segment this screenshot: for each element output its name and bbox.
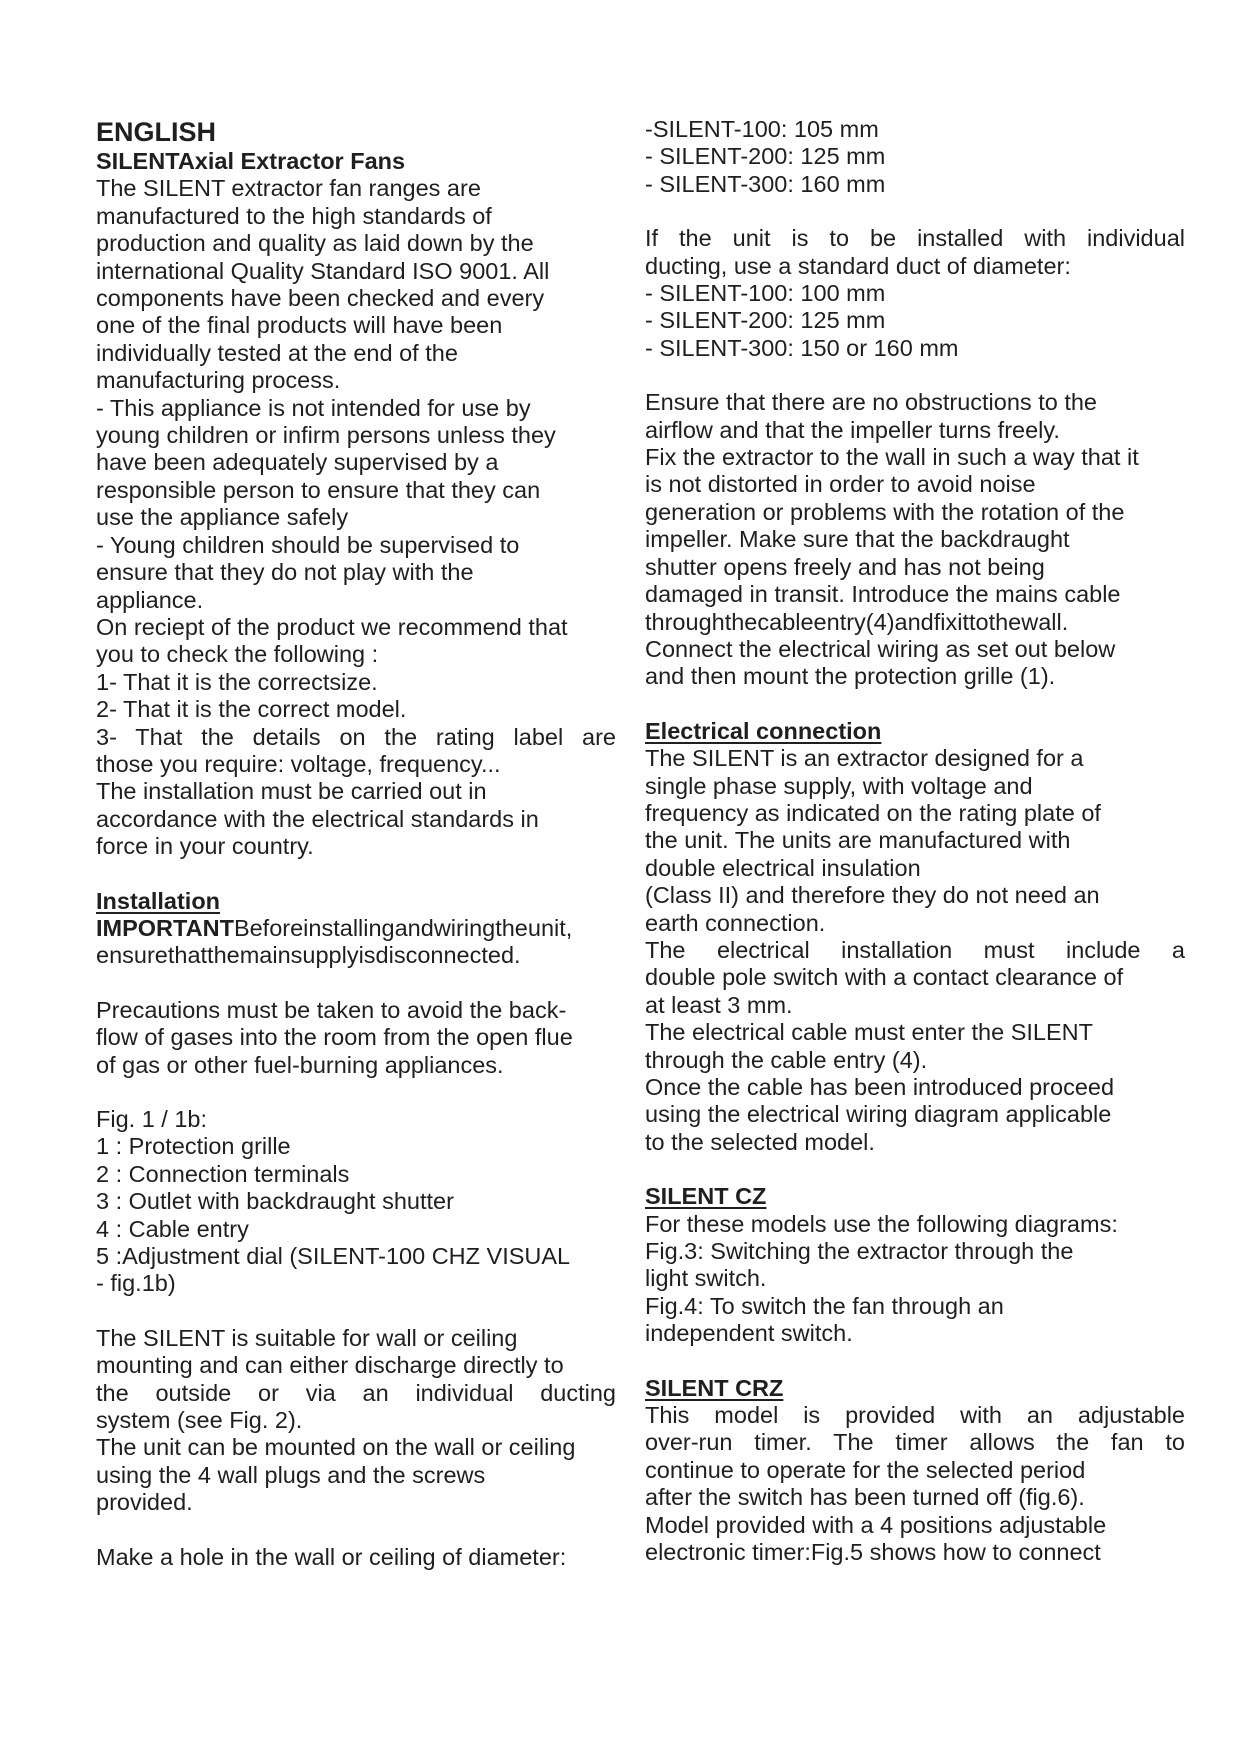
- intro-line: have been adequately supervised by a: [96, 449, 499, 476]
- intro-line: individually tested at the end of the: [96, 339, 458, 366]
- intro-line: components have been checked and every: [96, 285, 545, 312]
- intro-line: The SILENT extractor fan ranges are: [96, 175, 481, 202]
- product-subheading: SILENTAxial Extractor Fans: [96, 148, 406, 174]
- cz-line: Fig.4: To switch the fan through an: [645, 1292, 1004, 1319]
- cz-heading: SILENT CZ: [645, 1183, 767, 1210]
- mounting-line: provided.: [96, 1489, 193, 1516]
- electrical-line: double pole switch with a contact clearance of: [645, 964, 1124, 991]
- electrical-line: The electrical cable must enter the SILENT: [645, 1019, 1094, 1046]
- intro-line: 2- That it is the correct model.: [96, 696, 407, 723]
- duct-line: - SILENT-100: 100 mm: [645, 280, 886, 307]
- intro-line: you to check the following :: [96, 641, 379, 668]
- important-line-2: ensurethatthemainsupplyisdisconnected.: [96, 942, 521, 969]
- electrical-line: frequency as indicated on the rating plate of: [645, 799, 1101, 826]
- cz-line: independent switch.: [645, 1320, 853, 1347]
- electrical-line: through the cable entry (4).: [645, 1046, 928, 1073]
- hole-line: Make a hole in the wall or ceiling of diameter:: [96, 1543, 567, 1570]
- intro-line: production and quality as laid down by the: [96, 230, 534, 257]
- ensure-line: and then mount the protection grille (1).: [645, 663, 1056, 690]
- mounting-line: system (see Fig. 2).: [96, 1407, 303, 1434]
- intro-line: appliance.: [96, 586, 204, 613]
- right-column: [645, 116, 1185, 1567]
- intro-line: one of the final products will have been: [96, 312, 503, 339]
- important-text: Beforeinstallingandwiringtheunit,: [233, 914, 573, 941]
- duct-line: - SILENT-200: 125 mm: [645, 307, 886, 334]
- ensure-line: is not distorted in order to avoid noise: [645, 471, 1036, 498]
- fig-list-item: - fig.1b): [96, 1270, 176, 1297]
- electrical-line: using the electrical wiring diagram applicable: [645, 1101, 1112, 1128]
- fig-list-item: Fig. 1 / 1b:: [96, 1106, 208, 1132]
- important-label: IMPORTANT: [96, 914, 234, 941]
- intro-line: young children or infirm persons unless they: [96, 422, 556, 449]
- hole-size: -SILENT-100: 105 mm: [645, 116, 879, 142]
- crz-heading: SILENT CRZ: [645, 1374, 784, 1401]
- intro-line: ensure that they do not play with the: [96, 559, 474, 586]
- fig-list-item: 4 : Cable entry: [96, 1215, 249, 1242]
- cz-line: Fig.3: Switching the extractor through the: [645, 1238, 1074, 1265]
- mounting-line: The SILENT is suitable for wall or ceiling: [96, 1324, 518, 1351]
- electrical-line: Once the cable has been introduced proceed: [645, 1074, 1115, 1100]
- intro-line: 1- That it is the correctsize.: [96, 668, 378, 695]
- mounting-line: The unit can be mounted on the wall or ceiling: [96, 1434, 576, 1461]
- ensure-line: Ensure that there are no obstructions to the: [645, 389, 1097, 416]
- duct-line: ducting, use a standard duct of diameter:: [645, 252, 1071, 279]
- duct-line: If the unit is to be installed with individual: [645, 225, 1185, 252]
- electrical-line: the unit. The units are manufactured with: [645, 827, 1071, 854]
- intro-line: accordance with the electrical standards in: [96, 805, 539, 832]
- intro-line: - Young children should be supervised to: [96, 531, 520, 558]
- electrical-line: (Class II) and therefore they do not need an: [645, 882, 1100, 909]
- mounting-line: using the 4 wall plugs and the screws: [96, 1461, 486, 1488]
- electrical-line: double electrical insulation: [645, 854, 921, 881]
- electrical-line: earth connection.: [645, 909, 826, 936]
- crz-line: This model is provided with an adjustable: [645, 1402, 1185, 1429]
- ensure-line: airflow and that the impeller turns freely.: [645, 416, 1060, 443]
- duct-line: - SILENT-300: 150 or 160 mm: [645, 334, 959, 361]
- crz-line: after the switch has been turned off (fig.6).: [645, 1484, 1085, 1511]
- intro-line: use the appliance safely: [96, 504, 349, 531]
- ensure-line: Connect the electrical wiring as set out below: [645, 635, 1116, 662]
- ensure-line: throughthecableentry(4)andfixittothewall.: [645, 608, 1069, 635]
- fig-list-item: 3 : Outlet with backdraught shutter: [96, 1188, 454, 1215]
- mounting-line: mounting and can either discharge directly to: [96, 1352, 564, 1379]
- intro-line: force in your country.: [96, 833, 314, 860]
- intro-line: responsible person to ensure that they can: [96, 476, 541, 503]
- ensure-line: generation or problems with the rotation of the: [645, 498, 1125, 525]
- intro-line: those you require: voltage, frequency...: [96, 750, 501, 777]
- crz-line: Model provided with a 4 positions adjustable: [645, 1511, 1107, 1538]
- page-heading: ENGLISH: [96, 117, 217, 147]
- crz-line: electronic timer:Fig.5 shows how to connect: [645, 1539, 1101, 1566]
- crz-line: continue to operate for the selected period: [645, 1456, 1086, 1483]
- mounting-line: the outside or via an individual ducting: [96, 1379, 616, 1406]
- hole-size: - SILENT-300: 160 mm: [645, 170, 886, 197]
- electrical-line: The electrical installation must include a: [645, 936, 1185, 963]
- ensure-line: Fix the extractor to the wall in such a way that it: [645, 444, 1139, 471]
- cz-line: light switch.: [645, 1265, 767, 1292]
- ensure-line: damaged in transit. Introduce the mains cable: [645, 581, 1121, 608]
- installation-heading: Installation: [96, 887, 221, 914]
- intro-line: On reciept of the product we recommend that: [96, 613, 568, 640]
- electrical-line: single phase supply, with voltage and: [645, 772, 1033, 799]
- crz-line: over-run timer. The timer allows the fan to: [645, 1429, 1185, 1456]
- fig-list-item: 2 : Connection terminals: [96, 1160, 350, 1187]
- ensure-line: shutter opens freely and has not being: [645, 553, 1045, 580]
- left-column: [96, 116, 616, 1571]
- precaution-line: flow of gases into the room from the open flue: [96, 1024, 573, 1051]
- intro-line: - This appliance is not intended for use by: [96, 394, 531, 421]
- important-line: [96, 915, 616, 942]
- intro-line: manufactured to the high standards of: [96, 202, 492, 229]
- fig-list-item: 5 :Adjustment dial (SILENT-100 CHZ VISUAL: [96, 1243, 571, 1270]
- precaution-line: Precautions must be taken to avoid the back-: [96, 996, 567, 1023]
- intro-line: manufacturing process.: [96, 367, 341, 394]
- hole-size: - SILENT-200: 125 mm: [645, 143, 886, 170]
- ensure-line: impeller. Make sure that the backdraught: [645, 526, 1070, 553]
- precaution-line: of gas or other fuel-burning appliances.: [96, 1051, 504, 1078]
- electrical-heading: Electrical connection: [645, 717, 882, 744]
- electrical-line: to the selected model.: [645, 1128, 875, 1155]
- intro-line: international Quality Standard ISO 9001. All: [96, 257, 550, 284]
- electrical-line: The SILENT is an extractor designed for a: [645, 745, 1084, 772]
- cz-line: For these models use the following diagrams:: [645, 1210, 1118, 1237]
- intro-line: The installation must be carried out in: [96, 778, 487, 805]
- electrical-line: at least 3 mm.: [645, 991, 793, 1018]
- fig-list-item: 1 : Protection grille: [96, 1133, 291, 1160]
- intro-line: 3- That the details on the rating label are: [96, 723, 616, 750]
